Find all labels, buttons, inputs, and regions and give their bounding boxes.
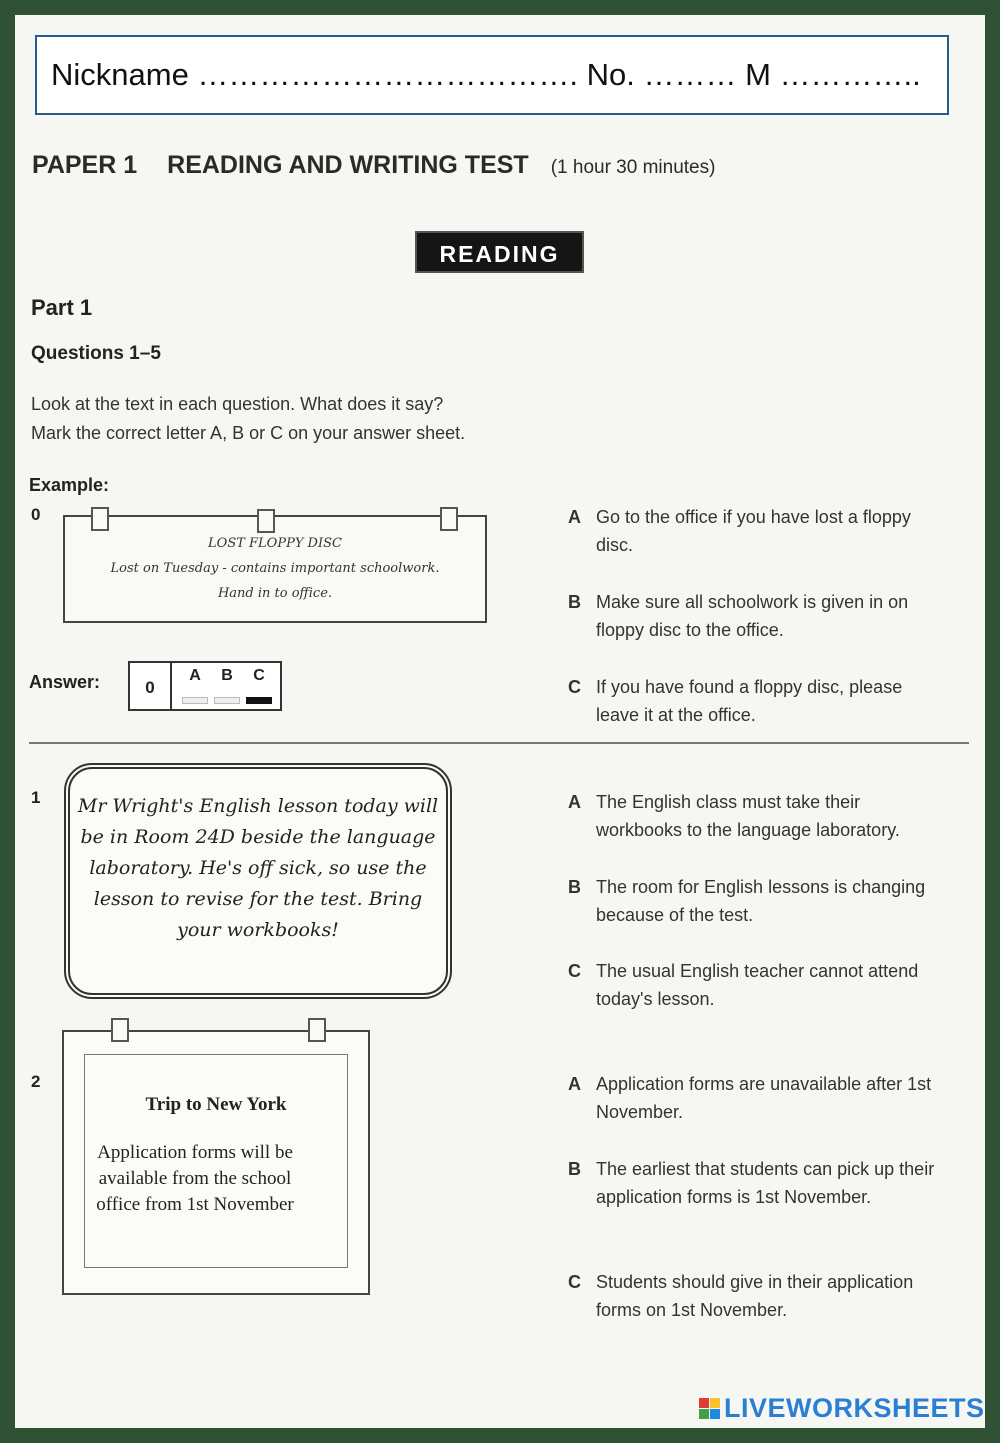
paper-clip-icon <box>308 1018 326 1042</box>
question-2-option-a[interactable] <box>568 1070 948 1126</box>
question-1-option-b[interactable] <box>568 873 948 929</box>
option-letter: B <box>568 592 581 612</box>
section-badge: READING <box>415 231 584 273</box>
option-text: Application forms are unavailable after 1st November. <box>596 1074 932 1122</box>
example-option-b[interactable] <box>568 588 948 644</box>
paper-clip-icon <box>91 507 109 531</box>
example-option-c[interactable] <box>568 673 948 729</box>
lesson-notice: Mr Wright's English lesson today will be in Room 24D beside the language laboratory. He's off sick, so use the lesson to revise for the test. Bring your workbooks! <box>64 763 452 999</box>
question-1-option-a[interactable] <box>568 788 948 844</box>
liveworksheets-logo <box>699 1393 985 1424</box>
option-text: Students should give in their application forms on 1st November. <box>596 1272 914 1320</box>
answer-grid <box>128 661 282 711</box>
question-1-option-c[interactable] <box>568 957 948 1013</box>
option-text: The room for English lessons is changing because of the test. <box>596 877 926 925</box>
paper-heading <box>32 151 715 180</box>
section-divider <box>29 742 969 744</box>
option-letter: C <box>568 961 581 981</box>
option-text: Make sure all schoolwork is given in on floppy disc to the office. <box>596 592 909 640</box>
option-text: The earliest that students can pick up their application forms is 1st November. <box>596 1159 935 1207</box>
option-text: If you have found a floppy disc, please leave it at the office. <box>596 677 903 725</box>
instruction-line-1: Look at the text in each question. What does it say? <box>31 394 444 414</box>
test-title: READING AND WRITING TEST <box>167 151 529 179</box>
example-option-a[interactable] <box>568 503 948 559</box>
option-letter: C <box>568 677 581 697</box>
worksheet <box>15 15 985 1428</box>
option-letter: A <box>568 1074 581 1094</box>
question-2-option-b[interactable] <box>568 1155 948 1211</box>
brand-wordmark: LIVEWORKSHEETS <box>724 1393 985 1423</box>
paper-number: PAPER 1 <box>32 151 138 179</box>
question-1-number: 1 <box>31 788 41 807</box>
example-number: 0 <box>31 505 41 524</box>
answer-mark-a[interactable] <box>182 697 208 704</box>
floppy-notice-line2: Lost on Tuesday - contains important schoolwork. <box>110 561 440 576</box>
paper-clip-icon <box>111 1018 129 1042</box>
part-title: Part 1 <box>31 295 93 320</box>
test-duration: (1 hour 30 minutes) <box>550 157 716 178</box>
option-letter: A <box>568 792 581 812</box>
answer-mark-b[interactable] <box>214 697 240 704</box>
trip-notice-body: Application forms will be available from the school office from 1st November <box>96 1142 294 1215</box>
answer-number: 0 <box>130 663 172 709</box>
question-2-option-c[interactable] <box>568 1268 948 1324</box>
instruction-line-2: Mark the correct letter A, B or C on your answer sheet. <box>31 423 466 443</box>
floppy-notice-line3: Hand in to office. <box>217 586 333 601</box>
answer-column-c: C <box>253 667 265 684</box>
answer-column-a: A <box>189 667 201 684</box>
floppy-notice <box>63 515 487 623</box>
questions-range: Questions 1–5 <box>31 343 161 364</box>
floppy-notice-title: LOST FLOPPY DISC <box>208 536 342 551</box>
option-text: The usual English teacher cannot attend today's lesson. <box>596 961 919 1009</box>
nickname-field[interactable]: Nickname ………………………………. No. ……… M ………….. <box>35 35 949 115</box>
trip-notice <box>62 1030 370 1295</box>
instructions <box>31 390 465 448</box>
brand-icon <box>699 1398 720 1419</box>
trip-notice-title: Trip to New York <box>145 1094 287 1115</box>
option-letter: C <box>568 1272 581 1292</box>
option-letter: B <box>568 1159 581 1179</box>
paper-clip-icon <box>440 507 458 531</box>
option-letter: B <box>568 877 581 897</box>
paper-clip-icon <box>257 509 275 533</box>
answer-column-b: B <box>221 667 233 684</box>
option-text: Go to the office if you have lost a floppy disc. <box>596 507 911 555</box>
question-2-number: 2 <box>31 1072 41 1091</box>
answer-mark-c[interactable] <box>246 697 272 704</box>
example-label: Example: <box>29 475 110 495</box>
answer-label: Answer: <box>29 672 101 692</box>
option-letter: A <box>568 507 581 527</box>
option-text: The English class must take their workbooks to the language laboratory. <box>596 792 900 840</box>
